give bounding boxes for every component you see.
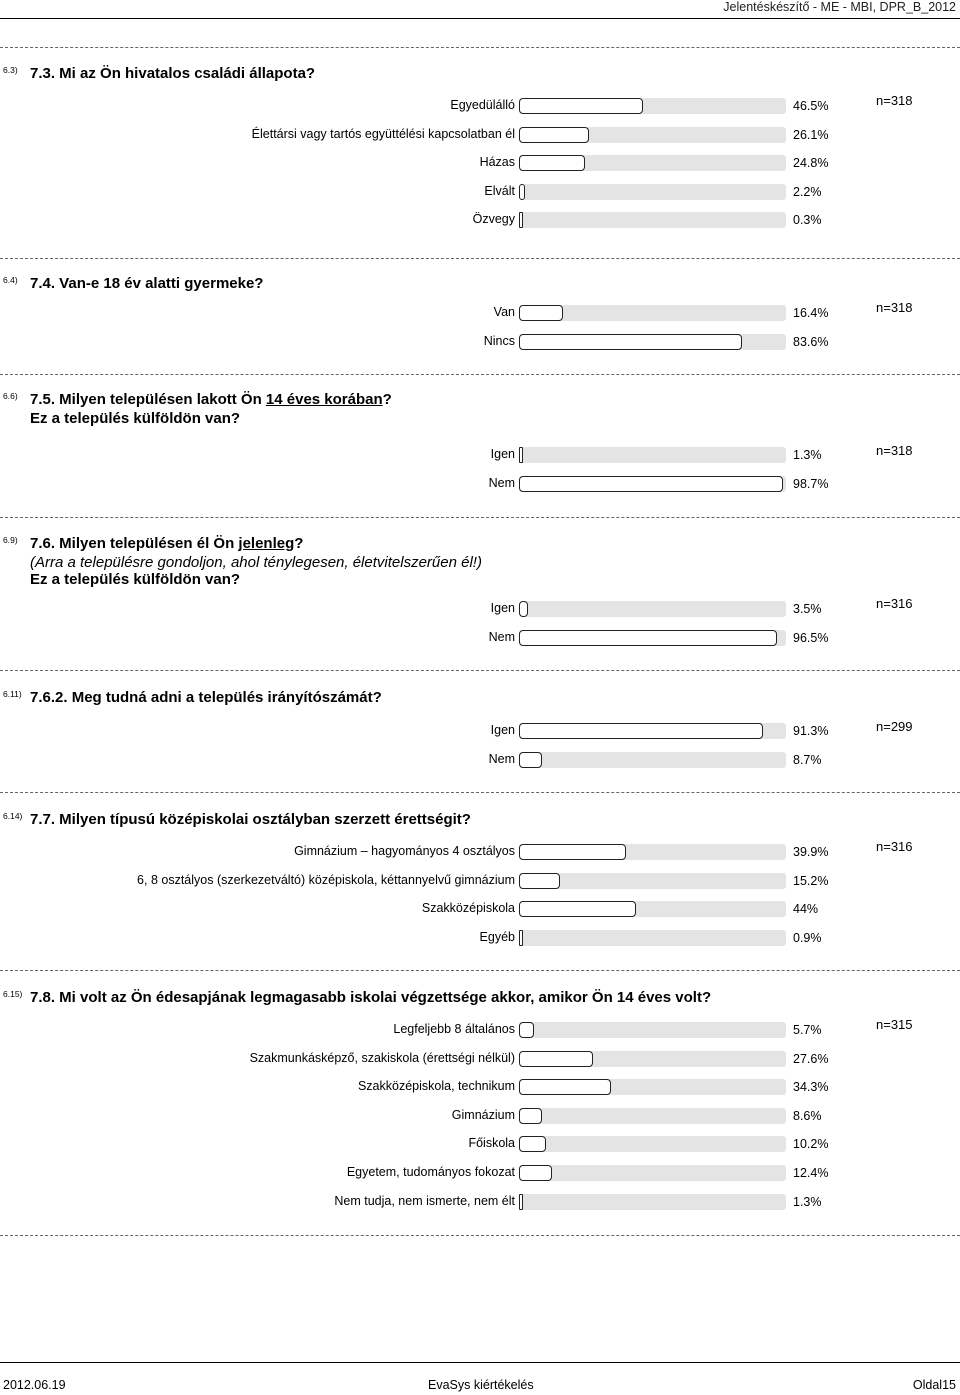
answer-row: [0, 899, 960, 919]
bar-track: [519, 1079, 786, 1095]
sample-size: n=316: [876, 596, 913, 611]
answer-percentage: 34.3%: [793, 1080, 829, 1095]
question-title: 7.6.2. Meg tudná adni a település irányítószámát?: [30, 689, 382, 706]
sample-size: n=318: [876, 300, 913, 315]
answer-percentage: 44%: [793, 902, 819, 917]
sample-size: n=318: [876, 93, 913, 108]
answer-row: [0, 750, 960, 770]
page-number: Oldal15: [912, 1378, 956, 1392]
bar-track: [519, 447, 786, 463]
bar-fill: [519, 901, 636, 917]
answer-row: [0, 332, 960, 352]
answer-row: [0, 721, 960, 741]
question-subtitle: Ez a település külföldön van?: [30, 571, 241, 588]
question-title: 7.6. Milyen településen él Ön jelenleg?: [30, 535, 304, 552]
answer-label: Igen: [490, 723, 515, 737]
answer-row: [0, 871, 960, 891]
answer-percentage: 2.2%: [793, 184, 822, 199]
question-title: 7.3. Mi az Ön hivatalos családi állapota?: [30, 65, 316, 82]
bar-fill: [519, 155, 585, 171]
bar-track: [519, 212, 786, 228]
answer-label: Igen: [490, 601, 515, 615]
answer-label: Szakközépiskola: [421, 901, 515, 916]
answer-percentage: 3.5%: [793, 602, 822, 616]
question-title: 7.5. Milyen településen lakott Ön 14 éves korában?: [30, 391, 392, 408]
bar-track: [519, 1136, 786, 1152]
answer-percentage: 0.9%: [793, 930, 822, 945]
answer-percentage: 98.7%: [793, 476, 829, 491]
bar-fill: [519, 723, 763, 739]
answer-row: [0, 210, 960, 230]
report-header: Jelentéskészítő - ME - MBI, DPR_B_2012: [723, 0, 956, 14]
bar-track: [519, 873, 786, 889]
bar-track: [519, 723, 786, 739]
answer-label: Gimnázium: [451, 1107, 515, 1122]
answer-row: [0, 1020, 960, 1040]
answer-label: Szakmunkásképző, szakiskola (érettségi nélkül): [249, 1050, 515, 1065]
answer-row: [0, 1192, 960, 1212]
question-title: 7.4. Van-e 18 év alatti gyermeke?: [30, 275, 264, 292]
answer-label: Házas: [479, 155, 515, 170]
answer-row: [0, 303, 960, 323]
answer-percentage: 24.8%: [793, 156, 829, 171]
header-rule: [0, 18, 960, 19]
question-number: 6.6): [3, 391, 18, 401]
question-number: 6.4): [3, 275, 18, 285]
bar-track: [519, 305, 786, 321]
answer-label: Nem: [488, 475, 515, 490]
answer-row: [0, 125, 960, 145]
answer-percentage: 39.9%: [793, 845, 829, 859]
answer-label: Nem: [488, 629, 515, 644]
section-divider: [0, 517, 960, 518]
bar-track: [519, 844, 786, 860]
answer-row: [0, 96, 960, 116]
footer-center: EvaSys kiértékelés: [428, 1378, 534, 1392]
answer-percentage: 16.4%: [793, 306, 829, 320]
bar-fill: [519, 1051, 593, 1067]
section-divider: [0, 258, 960, 259]
bar-track: [519, 930, 786, 946]
answer-row: [0, 628, 960, 648]
bar-track: [519, 127, 786, 143]
bar-fill: [519, 447, 523, 463]
answer-percentage: 8.6%: [793, 1108, 822, 1123]
bar-fill: [519, 844, 626, 860]
question-number: 6.14): [3, 811, 23, 821]
bar-track: [519, 1022, 786, 1038]
answer-label: Elvált: [484, 183, 515, 198]
answer-percentage: 46.5%: [793, 99, 829, 113]
bar-fill: [519, 1079, 611, 1095]
answer-percentage: 1.3%: [793, 1194, 822, 1209]
answer-label: 6, 8 osztályos (szerkezetváltó) középiskola, kéttannyelvű gimnázium: [137, 872, 515, 887]
answer-row: [0, 1077, 960, 1097]
bar-track: [519, 1165, 786, 1181]
bar-fill: [519, 1022, 534, 1038]
answer-percentage: 83.6%: [793, 334, 829, 349]
answer-row: [0, 928, 960, 948]
bar-track: [519, 184, 786, 200]
sample-size: n=299: [876, 719, 913, 734]
section-divider: [0, 47, 960, 48]
answer-row: [0, 1106, 960, 1126]
answer-label: Van: [493, 305, 515, 319]
bar-fill: [519, 601, 528, 617]
bar-fill: [519, 476, 783, 492]
bar-track: [519, 334, 786, 350]
bar-fill: [519, 873, 560, 889]
bar-track: [519, 476, 786, 492]
bar-fill: [519, 1136, 546, 1152]
answer-percentage: 12.4%: [793, 1166, 829, 1180]
bar-track: [519, 1194, 786, 1210]
bar-track: [519, 901, 786, 917]
sample-size: n=318: [876, 443, 913, 458]
answer-row: [0, 1134, 960, 1154]
answer-row: [0, 842, 960, 862]
question-title: 7.7. Milyen típusú középiskolai osztályban szerzett érettségit?: [30, 811, 471, 828]
answer-row: [0, 182, 960, 202]
answer-label: Gimnázium – hagyományos 4 osztályos: [294, 844, 515, 858]
answer-label: Főiskola: [468, 1136, 515, 1151]
bar-fill: [519, 305, 563, 321]
answer-label: Nem tudja, nem ismerte, nem élt: [334, 1193, 515, 1208]
answer-row: [0, 599, 960, 619]
bar-track: [519, 98, 786, 114]
answer-label: Élettársi vagy tartós együttélési kapcsolatban él: [251, 126, 515, 141]
sample-size: n=316: [876, 839, 913, 854]
answer-label: Nem: [488, 751, 515, 766]
bar-track: [519, 601, 786, 617]
answer-row: [0, 1049, 960, 1069]
bar-fill: [519, 127, 589, 143]
sample-size: n=315: [876, 1017, 913, 1032]
answer-percentage: 1.3%: [793, 448, 822, 462]
bar-fill: [519, 184, 525, 200]
question-number: 6.11): [3, 689, 22, 699]
answer-label: Igen: [490, 447, 515, 461]
bar-fill: [519, 1108, 542, 1124]
bar-track: [519, 155, 786, 171]
answer-percentage: 26.1%: [793, 127, 829, 142]
bar-fill: [519, 930, 523, 946]
bar-track: [519, 630, 786, 646]
section-divider: [0, 1235, 960, 1236]
answer-percentage: 8.7%: [793, 752, 822, 767]
bar-fill: [519, 98, 643, 114]
bar-track: [519, 1108, 786, 1124]
bar-track: [519, 752, 786, 768]
section-divider: [0, 792, 960, 793]
section-divider: [0, 374, 960, 375]
answer-percentage: 27.6%: [793, 1051, 829, 1066]
bar-track: [519, 1051, 786, 1067]
answer-row: [0, 474, 960, 494]
bar-fill: [519, 752, 542, 768]
section-divider: [0, 670, 960, 671]
answer-label: Szakközépiskola, technikum: [357, 1079, 515, 1094]
answer-row: [0, 445, 960, 465]
bar-fill: [519, 1194, 523, 1210]
answer-row: [0, 153, 960, 173]
question-subtitle: Ez a település külföldön van?: [30, 410, 241, 427]
footer-date: 2012.06.19: [3, 1378, 66, 1392]
bar-fill: [519, 334, 742, 350]
answer-percentage: 10.2%: [793, 1137, 829, 1152]
answer-label: Egyéb: [479, 929, 515, 944]
answer-label: Legfeljebb 8 általános: [393, 1022, 515, 1036]
answer-percentage: 15.2%: [793, 873, 829, 888]
question-number: 6.15): [3, 989, 23, 999]
answer-percentage: 0.3%: [793, 213, 822, 228]
bar-fill: [519, 630, 777, 646]
section-divider: [0, 970, 960, 971]
answer-percentage: 91.3%: [793, 724, 829, 738]
question-title: 7.8. Mi volt az Ön édesapjának legmagasabb iskolai végzettsége akkor, amikor Ön 14 éves volt?: [30, 989, 712, 1006]
answer-percentage: 96.5%: [793, 630, 829, 645]
answer-percentage: 5.7%: [793, 1023, 822, 1037]
answer-label: Özvegy: [472, 212, 515, 227]
bar-fill: [519, 212, 523, 228]
answer-label: Egyetem, tudományos fokozat: [346, 1165, 515, 1179]
answer-row: [0, 1163, 960, 1183]
question-note: (Arra a településre gondoljon, ahol ténylegesen, életvitelszerűen él!): [30, 554, 482, 571]
question-number: 6.9): [3, 535, 18, 545]
question-number: 6.3): [3, 65, 18, 75]
answer-label: Egyedülálló: [450, 98, 515, 112]
footer-rule: [0, 1362, 960, 1363]
answer-label: Nincs: [483, 333, 515, 348]
bar-fill: [519, 1165, 552, 1181]
